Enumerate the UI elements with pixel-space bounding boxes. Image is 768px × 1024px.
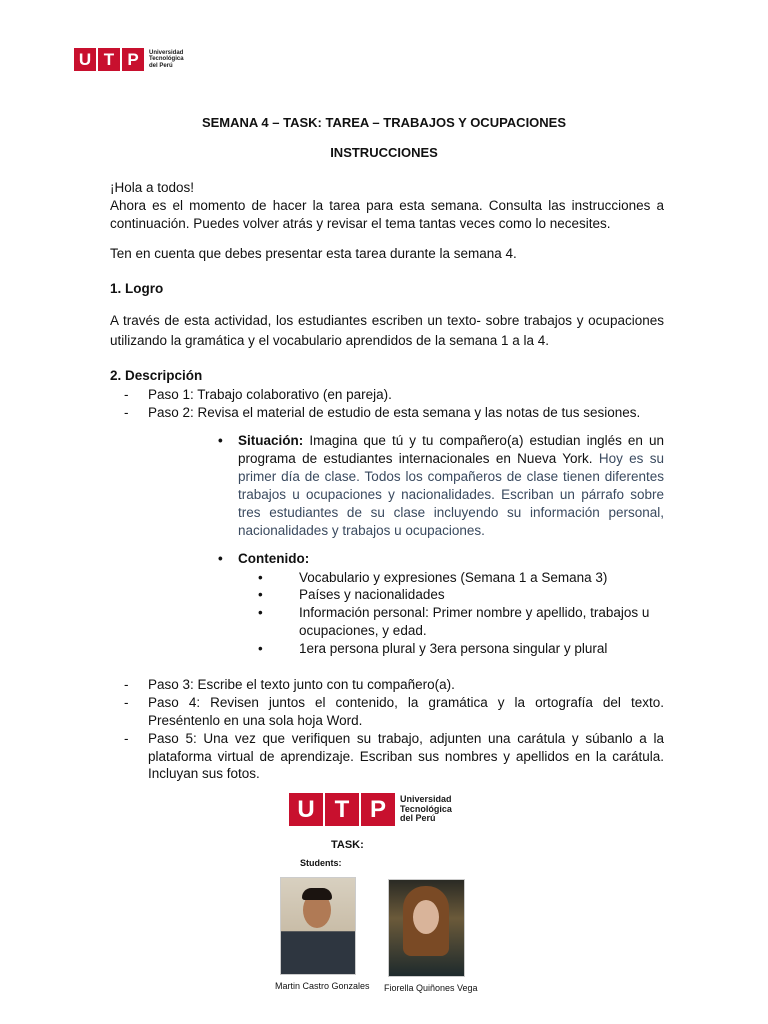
logo-letter-u: U (74, 48, 96, 71)
logo-university-name: Universidad Tecnológica del Perú (400, 794, 452, 824)
deadline-paragraph: Ten en cuenta que debes presentar esta tarea durante la semana 4. (110, 246, 517, 261)
student-photo (388, 879, 465, 977)
step-item: - Paso 3: Escribe el texto junto con tu compañero(a). (124, 677, 455, 692)
logo-university-name: Universidad Tecnológica del Perú (149, 50, 184, 69)
contenido-bullet: • Contenido: (218, 550, 664, 568)
utp-logo (74, 48, 184, 71)
logo-letter-u: U (289, 793, 323, 826)
logo-letter-t: T (325, 793, 359, 826)
cover-utp-logo (289, 793, 452, 826)
intro-paragraph: Ahora es el momento de hacer la tarea para esta semana. Consulta las instrucciones a continuación. Puedes volver atrás y revisar el tema tantas veces como lo necesites. (110, 198, 664, 231)
section-descripcion-heading: 2. Descripción (110, 368, 203, 383)
situacion-label: Situación: (238, 433, 304, 448)
contenido-item: • Vocabulario y expresiones (Semana 1 a Semana 3) (258, 570, 608, 585)
contenido-item: • Información personal: Primer nombre y apellido, trabajos u ocupaciones, y edad. (258, 605, 650, 638)
section-logro-text: A través de esta actividad, los estudiantes escriben un texto- sobre trabajos y ocupaciones utilizando la gramática y el vocabulario aprendidos de la semana 1 a la 4. (110, 313, 664, 348)
step-item: - Paso 5: Una vez que verifiquen su trabajo, adjunten una carátula y súbanlo a la plataforma virtual de aprendizaje. Escriban sus nombres y apellidos en la carátula. Incluyan sus fotos. (124, 731, 664, 781)
contenido-label: Contenido: (238, 551, 310, 566)
student-name-caption: Fiorella Quiñones Vega (384, 983, 478, 993)
document-subtitle: INSTRUCCIONES (330, 145, 438, 160)
situacion-bullet: • Situación: Imagina que tú y tu compañero(a) estudian inglés en un programa de estudiantes internacionales en Nueva York. Hoy es su primer día de clase. Todos los compañeros de clase tienen diferentes trabajos u ocupaciones y nacionalidades. Escriban un párrafo sobre tres estudiantes de su clase incluyendo su información personal, nacionalidades y trabajos u ocupaciones. (218, 433, 664, 538)
contenido-item: • 1era persona plural y 3era persona singular y plural (258, 641, 608, 656)
step-item: - Paso 1: Trabajo colaborativo (en pareja). (124, 387, 392, 402)
contenido-item: • Países y nacionalidades (258, 587, 445, 602)
step-item: - Paso 2: Revisa el material de estudio de esta semana y las notas de tus sesiones. (124, 405, 641, 420)
greeting: ¡Hola a todos! (110, 180, 195, 195)
student-name-caption: Martin Castro Gonzales (275, 981, 370, 991)
section-logro-heading: 1. Logro (110, 281, 164, 296)
situacion-text: Imagina que tú y tu compañero(a) estudian inglés en un programa de estudiantes internacionales en Nueva York. (238, 433, 664, 466)
logo-letter-p: P (122, 48, 144, 71)
logo-letter-t: T (98, 48, 120, 71)
student-photo (280, 877, 356, 975)
cover-students-label: Students: (300, 858, 342, 868)
logo-letter-p: P (361, 793, 395, 826)
step-item: - Paso 4: Revisen juntos el contenido, la gramática y la ortografía del texto. Preséntenlo en una sola hoja Word. (124, 695, 664, 728)
cover-task-label: TASK: (331, 839, 364, 851)
situacion-text-continued: Hoy es su primer día de clase. Todos los compañeros de clase tienen diferentes trabajos u ocupaciones y nacionalidades. Escriban un párrafo sobre tres estudiantes de su clase incluyendo su información personal, nacionalidades y trabajos u ocupaciones. (238, 451, 664, 538)
document-title: SEMANA 4 – TASK: TAREA – TRABAJOS Y OCUPACIONES (201, 115, 567, 130)
